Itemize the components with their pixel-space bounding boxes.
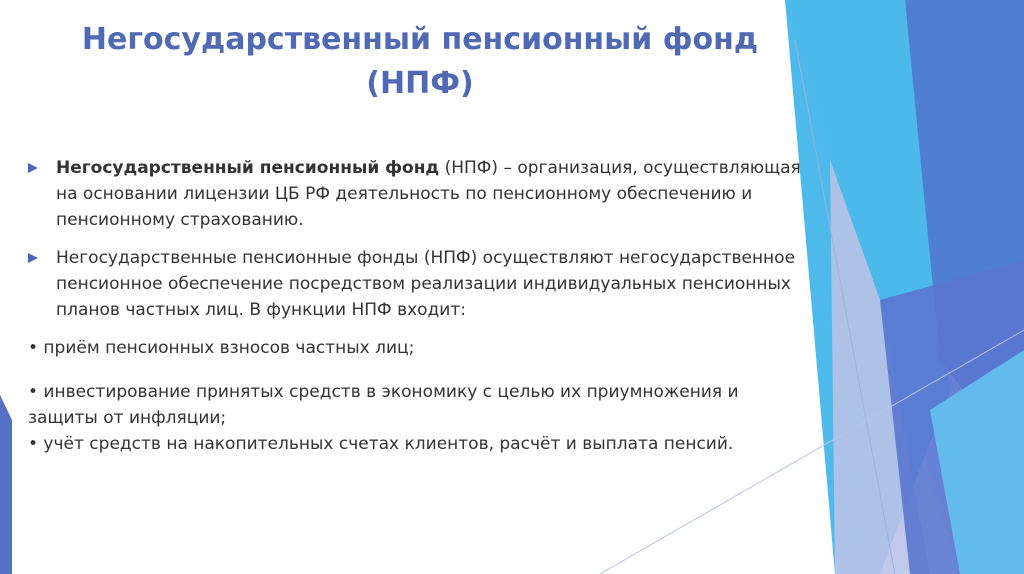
slide-body	[28, 155, 808, 457]
function-item: • приём пенсионных взносов частных лиц;	[28, 338, 415, 358]
triangle-bullet-icon	[28, 155, 56, 173]
bullet-definition: (НПФ) – организация, осуществляющая на основании лицензии ЦБ РФ деятельность по пенсионному обеспечению и пенсионному страхованию.	[56, 158, 801, 230]
bullet-text: Негосударственные пенсионные фонды (НПФ) осуществляют негосударственное пенсионное обеспечение посредством реализации индивидуальных пенсионных планов частных лиц. В функции НПФ входит:	[56, 248, 796, 320]
title-line-2: (НПФ)	[366, 66, 474, 101]
function-item: • учёт средств на накопительных счетах клиентов, расчёт и выплата пенсий.	[28, 434, 734, 454]
function-item: • инвестирование принятых средств в экономику с целью их приумножения и защиты от инфляции;	[28, 382, 739, 428]
title-line-1: Негосударственный пенсионный фонд	[81, 22, 759, 57]
slide-title	[40, 18, 800, 106]
bullet-item	[28, 245, 808, 323]
triangle-bullet-icon	[28, 245, 56, 263]
left-accent-shape	[0, 395, 12, 574]
bullet-bold-term: Негосударственный пенсионный фонд	[56, 158, 440, 178]
bullet-item	[28, 155, 808, 233]
